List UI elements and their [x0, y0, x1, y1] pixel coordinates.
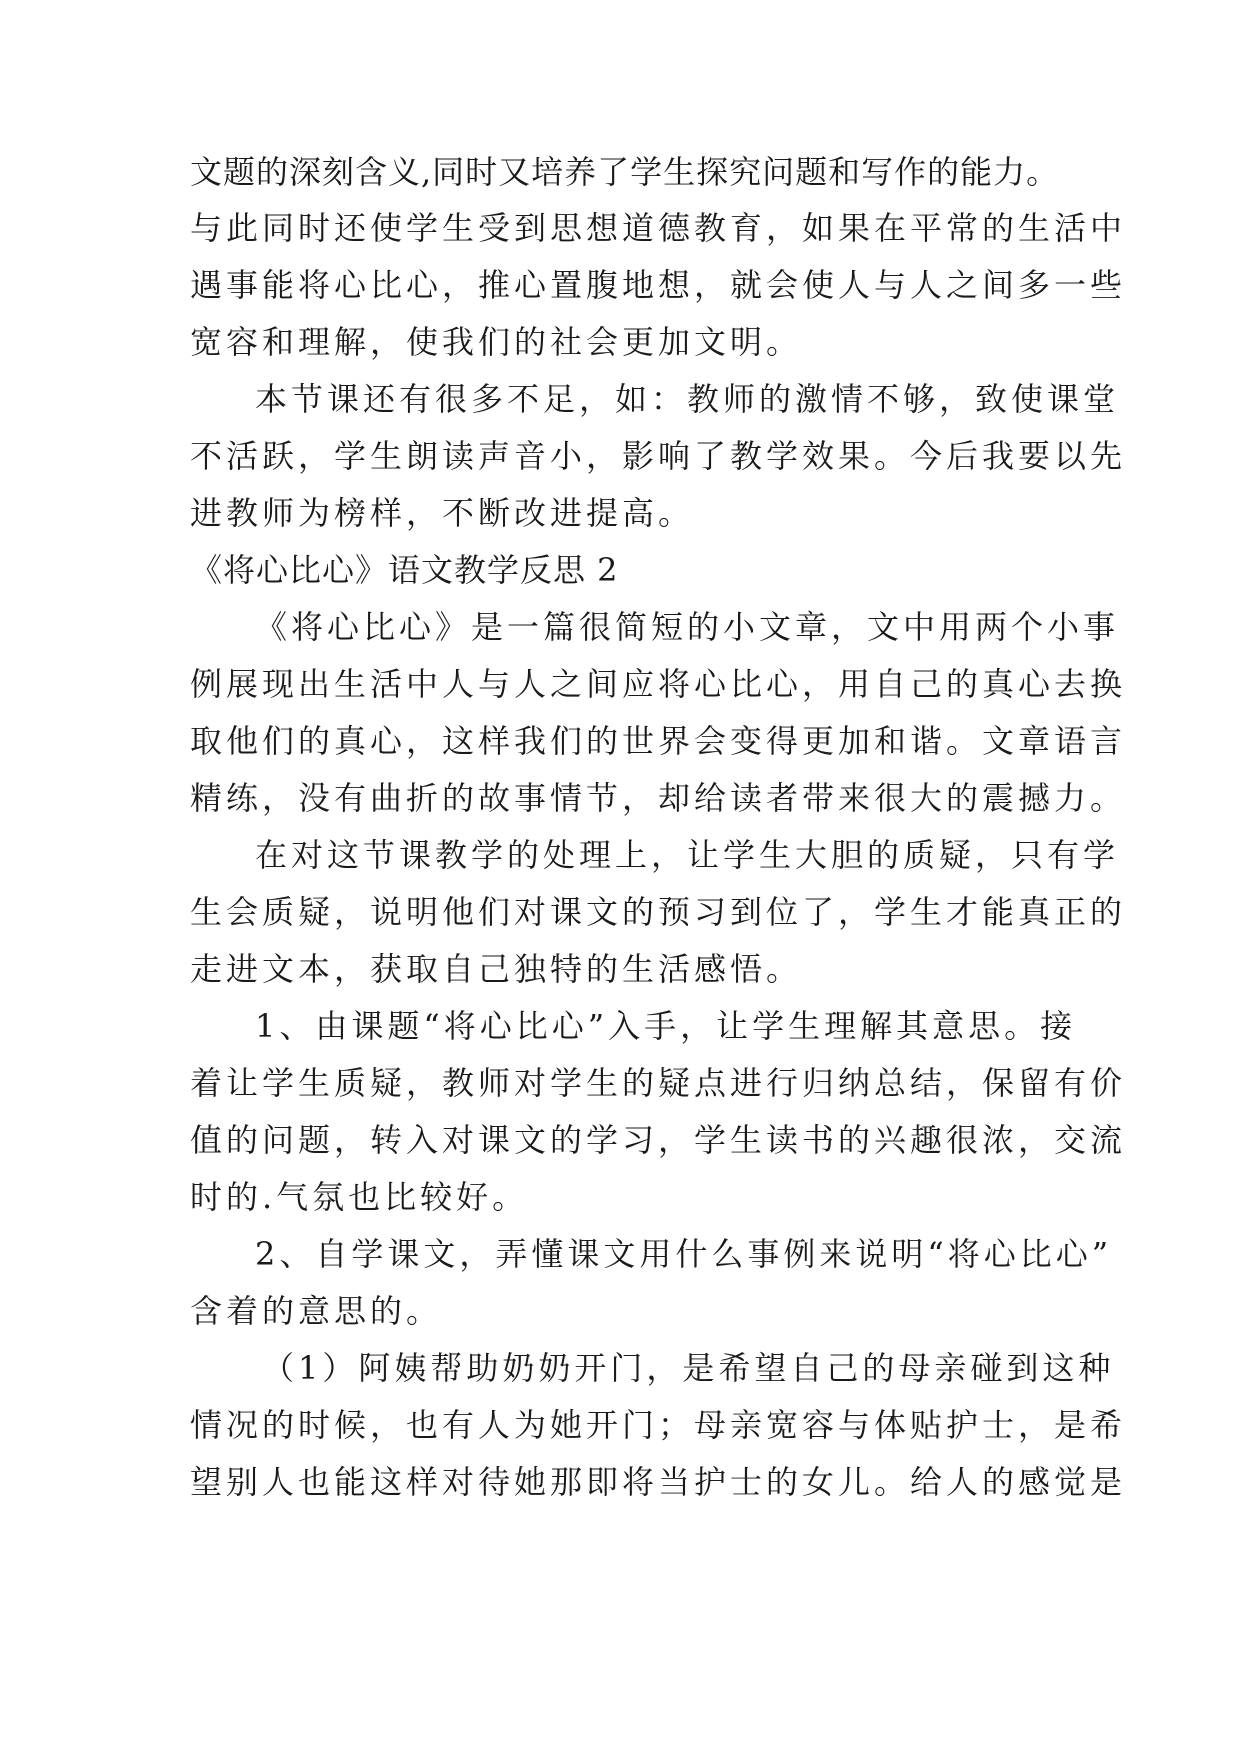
text-line-3: 遇事能将心比心，推心置腹地想，就会使人与人之间多一些 [190, 266, 1127, 304]
text-line-6: 不活跃，学生朗读声音小，影响了教学效果。今后我要以先 [190, 437, 1127, 475]
text-line-20: 2、自学课文，弄懂课文用什么事例来说明“将心比心” [255, 1235, 1113, 1273]
text-line-9: 《将心比心》是一篇很简短的小文章，文中用两个小事 [255, 608, 1120, 646]
text-line-15: 走进文本，获取自己独特的生活感悟。 [190, 950, 803, 988]
text-line-2: 与此同时还使学生受到思想道德教育，如果在平常的生活中 [190, 209, 1127, 247]
text-line-11: 取他们的真心，这样我们的世界会变得更加和谐。文章语言 [190, 722, 1127, 760]
text-line-18: 值的问题，转入对课文的学习，学生读书的兴趣很浓，交流 [190, 1121, 1127, 1159]
text-line-16: 1、由课题“将心比心”入手，让学生理解其意思。接 [255, 1007, 1077, 1045]
text-line-13: 在对这节课教学的处理上，让学生大胆的质疑，只有学 [255, 836, 1120, 874]
text-line-1: 文题的深刻含义,同时又培养了学生探究问题和写作的能力。 [190, 153, 1060, 191]
text-line-14: 生会质疑，说明他们对课文的预习到位了，学生才能真正的 [190, 893, 1127, 931]
text-line-21: 含着的意思的。 [190, 1292, 443, 1330]
text-line-23: 情况的时候，也有人为她开门；母亲宽容与体贴护士，是希 [190, 1406, 1127, 1444]
text-line-22: （1）阿姨帮助奶奶开门，是希望自己的母亲碰到这种 [262, 1349, 1115, 1387]
section-heading: 《将心比心》语文教学反思 2 [190, 551, 619, 589]
text-line-10: 例展现出生活中人与人之间应将心比心，用自己的真心去换 [190, 665, 1127, 703]
text-line-4: 宽容和理解，使我们的社会更加文明。 [190, 323, 803, 361]
text-line-5: 本节课还有很多不足，如：教师的激情不够，致使课堂 [255, 380, 1120, 418]
text-line-12: 精练，没有曲折的故事情节，却给读者带来很大的震撼力。 [190, 779, 1127, 817]
text-line-24: 望别人也能这样对待她那即将当护士的女儿。给人的感觉是 [190, 1463, 1127, 1501]
text-line-7: 进教师为榜样，不断改进提高。 [190, 494, 695, 532]
text-line-19: 时的.气氛也比较好。 [190, 1178, 529, 1216]
text-line-17: 着让学生质疑，教师对学生的疑点进行归纳总结，保留有价 [190, 1064, 1127, 1102]
